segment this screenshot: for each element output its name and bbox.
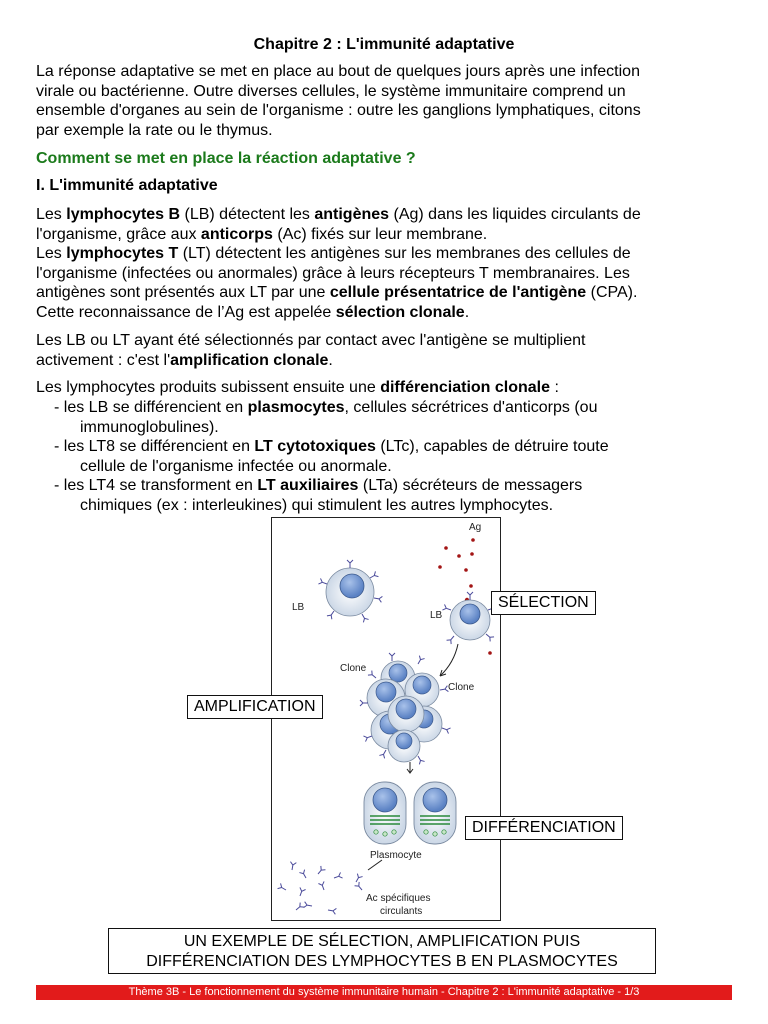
lb-line-2 bbox=[36, 225, 730, 245]
list-item bbox=[54, 437, 730, 476]
lb-cell-selected bbox=[442, 592, 496, 644]
arrow-to-clone bbox=[440, 644, 458, 676]
amp-line-2 bbox=[36, 351, 730, 371]
text: - les LB se différencient en bbox=[54, 399, 248, 416]
term-lt-auxiliaires: LT auxiliaires bbox=[257, 477, 359, 494]
term-lymphocytes-b: lymphocytes B bbox=[66, 206, 181, 223]
list-line bbox=[54, 437, 730, 457]
plasmocyte-cells bbox=[364, 782, 456, 844]
diagram-drawing bbox=[272, 518, 500, 920]
text: : bbox=[550, 379, 559, 396]
term-lymphocytes-t: lymphocytes T bbox=[66, 245, 179, 262]
lb-paragraph bbox=[36, 205, 730, 244]
text: activement : c'est l' bbox=[36, 351, 171, 369]
intro-line: par exemple la rate ou le thymus. bbox=[36, 121, 273, 139]
label-clone-left: Clone bbox=[340, 663, 367, 674]
text: Les bbox=[36, 206, 67, 223]
caption-line-2: DIFFÉRENCIATION DES LYMPHOCYTES B EN PLASMOCYTES bbox=[146, 953, 618, 970]
intro-paragraph bbox=[36, 62, 730, 140]
text: (Ag) dans les liquides circulants de bbox=[389, 206, 641, 223]
text: (LT) détectent les antigènes sur les membranes des cellules de bbox=[178, 245, 631, 262]
text: Les lymphocytes produits subissent ensuite une bbox=[36, 379, 381, 396]
text: (CPA). bbox=[586, 284, 638, 301]
term-selection-clonale: sélection clonale bbox=[335, 303, 465, 321]
lt-line-1 bbox=[36, 244, 730, 264]
chapter-title: Chapitre 2 : L'immunité adaptative bbox=[253, 36, 515, 53]
lymphocyte-diagram bbox=[271, 517, 501, 921]
term-differenciation-clonale: différenciation clonale bbox=[380, 379, 551, 396]
lb-line-1 bbox=[36, 205, 730, 225]
tag-differenciation: DIFFÉRENCIATION bbox=[465, 816, 623, 840]
text: - les LT4 se transforment en bbox=[54, 477, 258, 494]
list-line-continued: chimiques (ex : interleukines) qui stimulent les autres lymphocytes. bbox=[80, 496, 554, 514]
list-item bbox=[54, 398, 730, 437]
lt-line-4 bbox=[36, 303, 730, 323]
term-antigenes: antigènes bbox=[314, 206, 390, 223]
term-lt-cytotoxiques: LT cytotoxiques bbox=[254, 438, 376, 455]
circulating-antibodies bbox=[278, 862, 365, 915]
list-line bbox=[54, 476, 730, 496]
list-line-continued: cellule de l'organisme infectée ou anormale. bbox=[80, 457, 392, 475]
lt-line-3 bbox=[36, 283, 730, 303]
text: . bbox=[328, 351, 333, 369]
term-plasmocytes: plasmocytes bbox=[247, 399, 345, 416]
term-anticorps: anticorps bbox=[200, 225, 273, 243]
text: - les LT8 se différencient en bbox=[54, 438, 255, 455]
diff-line bbox=[36, 378, 730, 398]
label-lb-left: LB bbox=[292, 602, 305, 613]
lb-cell-left bbox=[318, 560, 382, 622]
clone-cluster bbox=[360, 653, 451, 764]
differentiation-list bbox=[54, 398, 730, 515]
text: (LTc), capables de détruire toute bbox=[375, 438, 609, 455]
text: l'organisme, grâce aux bbox=[36, 225, 201, 243]
label-clone-right: Clone bbox=[448, 682, 475, 693]
text: antigènes sont présentés aux LT par une bbox=[36, 284, 330, 301]
term-cpa: cellule présentatrice de l'antigène bbox=[329, 284, 587, 301]
arrow-down bbox=[407, 762, 413, 773]
section-question: Comment se met en place la réaction adaptative ? bbox=[36, 150, 416, 167]
term-amplification-clonale: amplification clonale bbox=[170, 351, 329, 369]
amplification-paragraph bbox=[36, 331, 730, 370]
section-heading: I. L'immunité adaptative bbox=[36, 177, 218, 194]
caption-line-1: UN EXEMPLE DE SÉLECTION, AMPLIFICATION PUIS bbox=[183, 933, 581, 950]
intro-line: virale ou bactérienne. Outre diverses cellules, le système immunitaire comprend un bbox=[36, 82, 626, 100]
amp-line-1: Les LB ou LT ayant été sélectionnés par contact avec l'antigène se multiplient bbox=[36, 332, 586, 349]
text: (LB) détectent les bbox=[180, 206, 315, 223]
label-ac-line2: circulants bbox=[380, 906, 423, 917]
page-footer: Thème 3B - Le fonctionnement du système immunitaire humain - Chapitre 2 : L'immunité adaptative - 1/3 bbox=[36, 985, 732, 1000]
text: Cette reconnaissance de l’Ag est appelée bbox=[36, 303, 336, 321]
text: , cellules sécrétrices d'anticorps (ou bbox=[344, 399, 598, 416]
label-ag: Ag bbox=[469, 522, 482, 533]
text: Les bbox=[36, 245, 67, 262]
label-plasmocyte: Plasmocyte bbox=[370, 850, 422, 861]
differenciation-paragraph bbox=[36, 378, 730, 398]
text: . bbox=[464, 303, 470, 321]
intro-line: La réponse adaptative se met en place au bout de quelques jours après une infection bbox=[36, 63, 640, 80]
label-lb-right: LB bbox=[430, 610, 443, 621]
text: (Ac) fixés sur leur membrane. bbox=[272, 225, 488, 243]
intro-line: ensemble d'organes au sein de l'organisme : outre les ganglions lymphatiques, citons bbox=[36, 102, 641, 119]
lt-paragraph bbox=[36, 244, 730, 322]
list-item bbox=[54, 476, 730, 515]
list-line bbox=[54, 398, 730, 418]
figure-caption bbox=[108, 928, 656, 974]
text: (LTa) sécréteurs de messagers bbox=[358, 477, 583, 494]
label-ac-line1: Ac spécifiques bbox=[366, 893, 431, 904]
lt-line-2: l'organisme (infectées ou anormales) grâce à leurs récepteurs T membranaires. Les bbox=[36, 264, 630, 282]
tag-amplification: AMPLIFICATION bbox=[187, 695, 323, 719]
list-line-continued: immunoglobulines). bbox=[80, 418, 219, 436]
tag-selection: SÉLECTION bbox=[491, 591, 596, 615]
